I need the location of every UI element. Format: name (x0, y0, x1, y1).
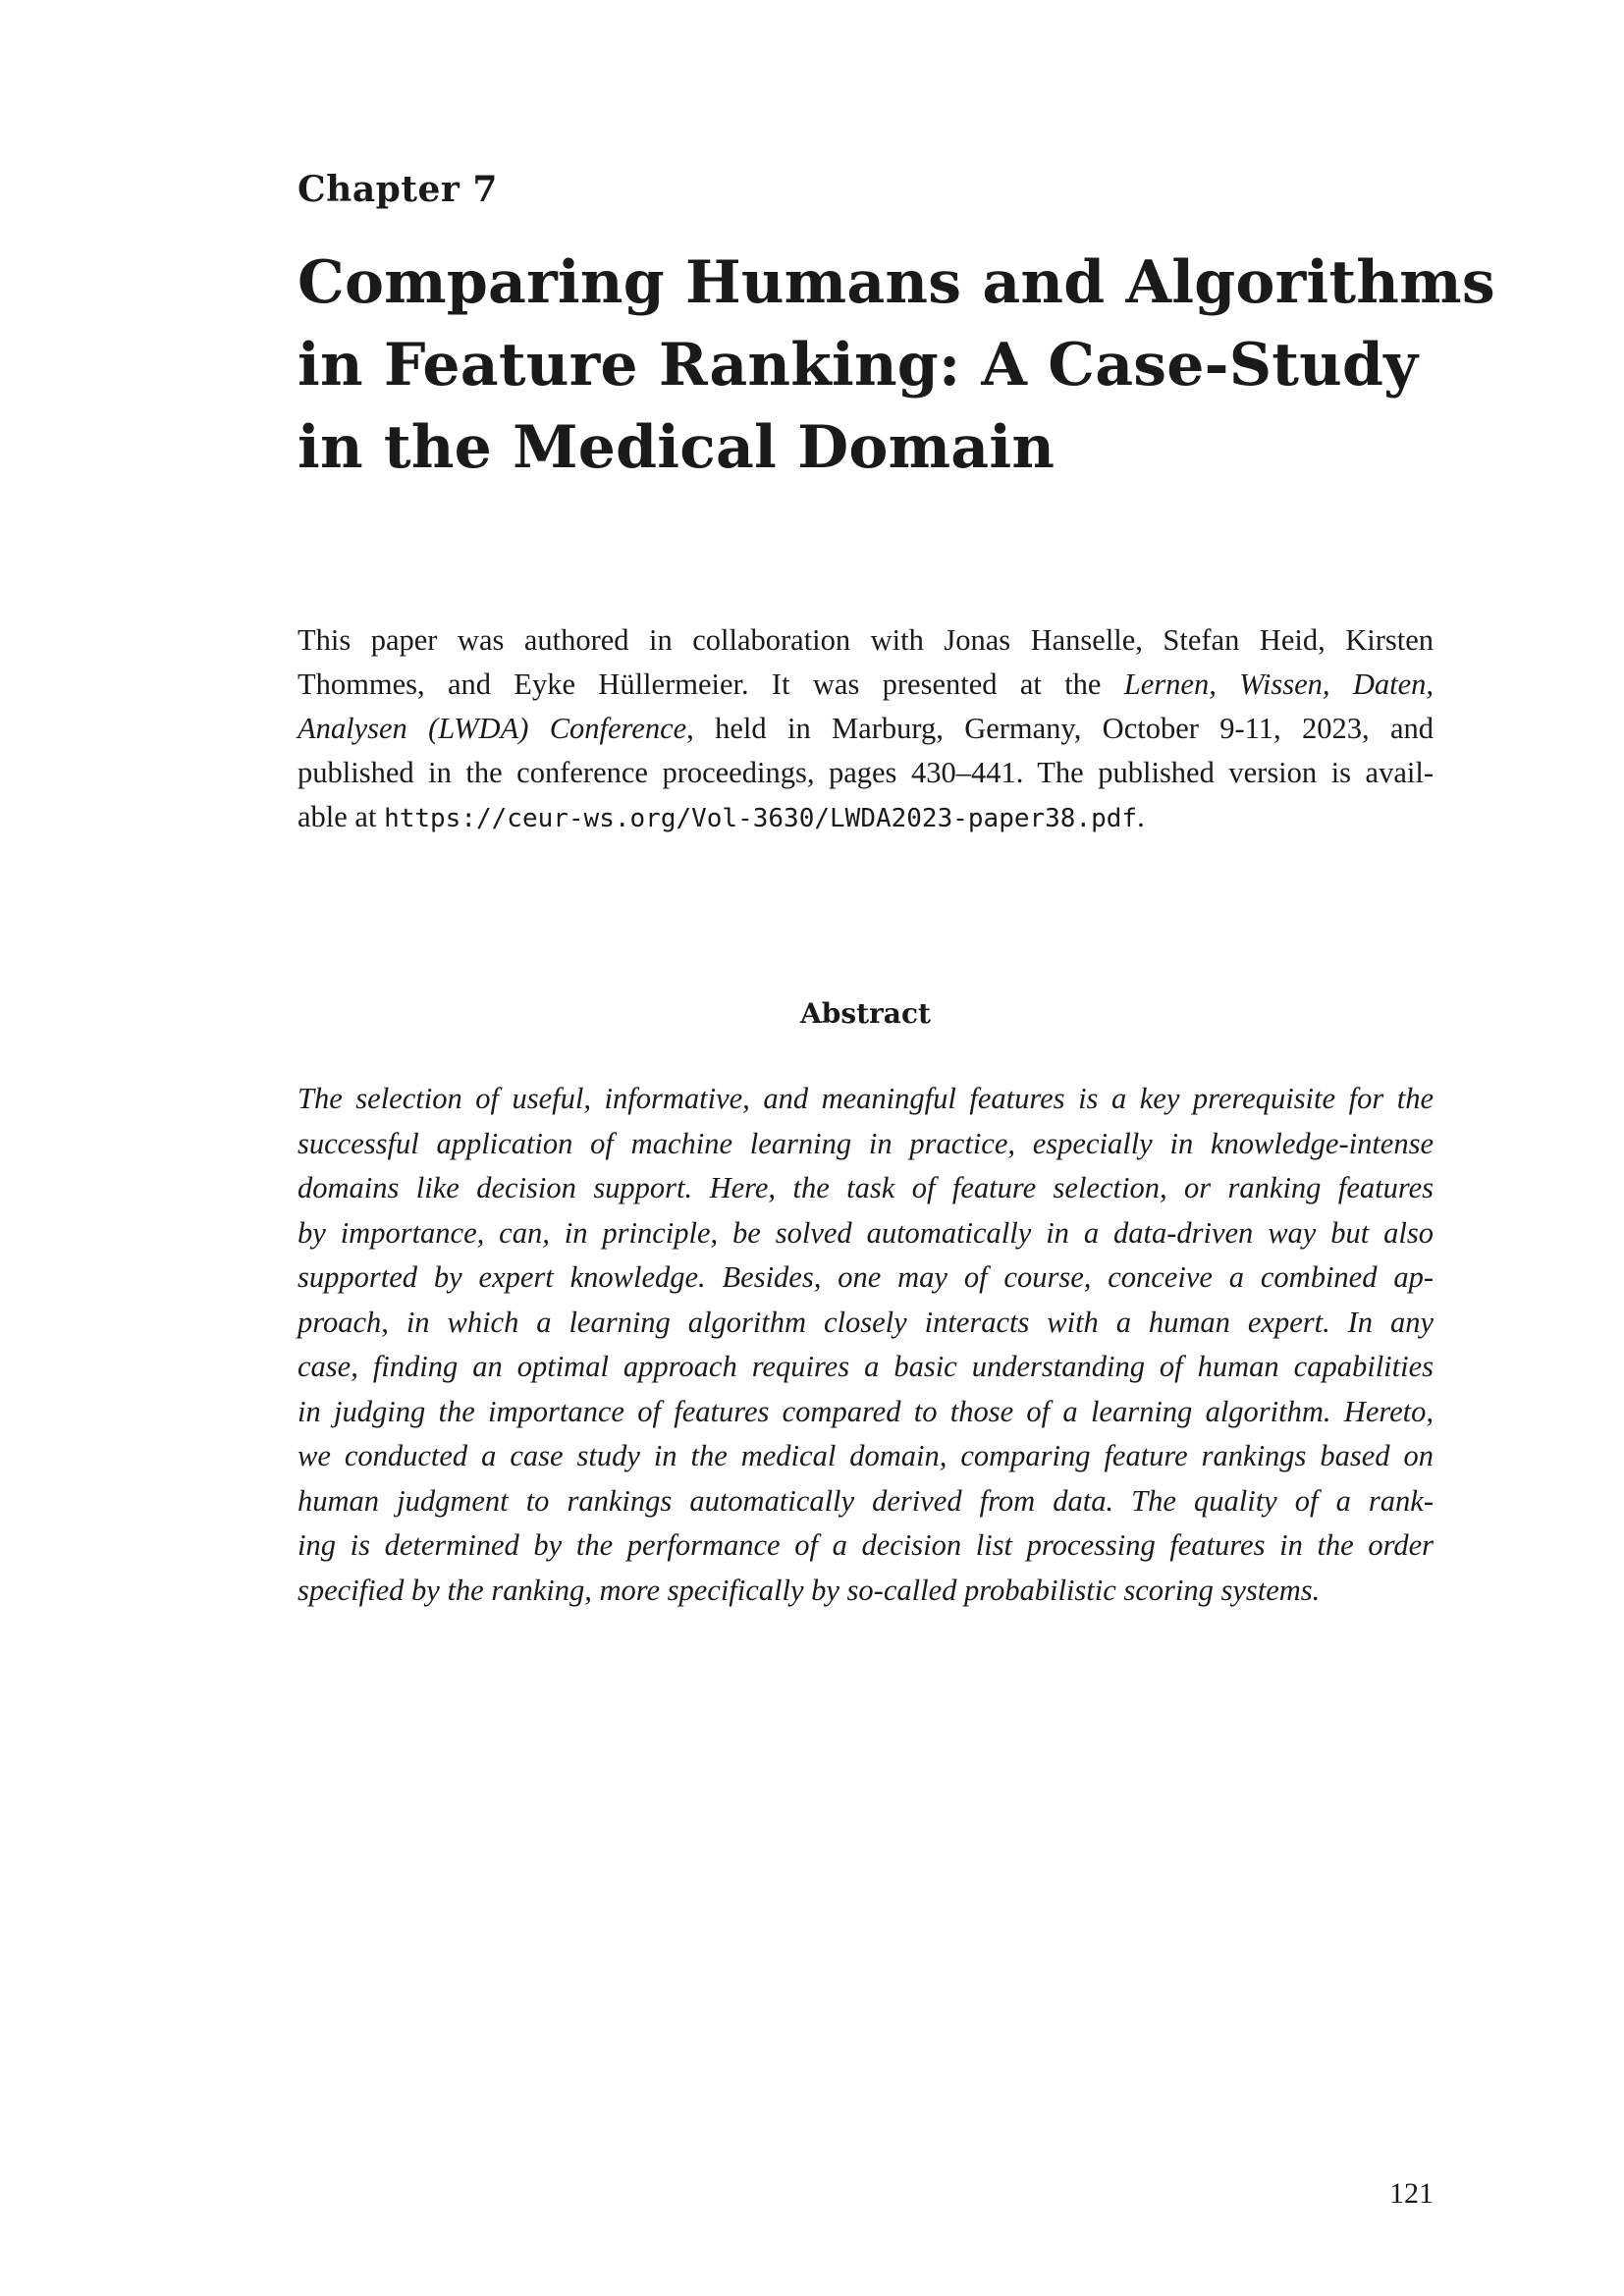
abstract-line: supported by expert knowledge. Besides, one may of course, conceive a combined ap- (298, 1260, 1434, 1294)
publication-note-line (298, 751, 1434, 795)
publication-note-text: This paper was authored in collaboration with Jonas Hanselle, Stefan Heid, Kirsten (298, 623, 1434, 657)
publication-note-text: , held in Marburg, Germany, October 9-11, 2023, and (686, 712, 1434, 745)
publication-note-text: Thommes, and Eyke Hüllermeier. It was presented at the (298, 667, 1124, 701)
conference-name: Lernen, Wissen, Daten, (1123, 667, 1435, 701)
abstract-line: human judgment to rankings automatically derived from data. The quality of a rank- (298, 1483, 1434, 1518)
abstract-line: we conducted a case study in the medical domain, comparing feature rankings based on (298, 1439, 1434, 1472)
abstract-line: case, finding an optimal approach requires a basic understanding of human capabilities (298, 1350, 1434, 1383)
chapter-title-line: Comparing Humans and Algorithms (298, 248, 1495, 317)
chapter-title-line: in the Medical Domain (298, 413, 1056, 482)
paper-url-link[interactable]: https://ceur-ws.org/Vol-3630/LWDA2023-paper38.pdf (384, 804, 1138, 833)
abstract-line: proach, in which a learning algorithm closely interacts with a human expert. In any (298, 1305, 1434, 1339)
chapter-label: Chapter 7 (298, 169, 498, 210)
publication-note (298, 618, 1434, 841)
abstract-body (298, 1077, 1434, 1613)
abstract-line: domains like decision support. Here, the task of feature selection, or ranking features (298, 1171, 1434, 1204)
publication-note-line (298, 618, 1434, 663)
publication-note-text: published in the conference proceedings, pages 430–441. The published version is avail- (298, 756, 1434, 789)
page-number: 121 (1389, 2177, 1434, 2210)
chapter-title (298, 241, 1515, 489)
abstract-line: by importance, can, in principle, be solved automatically in a data-driven way but also (298, 1215, 1434, 1250)
chapter-title-line: in Feature Ranking: A Case-Study (298, 331, 1419, 400)
publication-note-line (298, 795, 1434, 841)
abstract-heading: Abstract (800, 997, 931, 1030)
abstract-line: ing is determined by the performance of a decision list processing features in the order (298, 1528, 1434, 1562)
abstract-line: successful application of machine learning in practice, especially in knowledge-intense (298, 1126, 1434, 1160)
publication-note-text: . (1137, 800, 1145, 833)
abstract-line: The selection of useful, informative, and meaningful features is a key prerequisite for the (298, 1082, 1434, 1115)
publication-note-line (298, 707, 1434, 751)
abstract-line: in judging the importance of features compared to those of a learning algorithm. Hereto, (298, 1394, 1434, 1428)
abstract-line: specified by the ranking, more specifically by so-called probabilistic scoring systems. (298, 1573, 1321, 1607)
publication-note-text: able at (298, 800, 385, 833)
publication-note-line (298, 663, 1434, 707)
conference-name: Analysen (LWDA) Conference (298, 712, 687, 745)
